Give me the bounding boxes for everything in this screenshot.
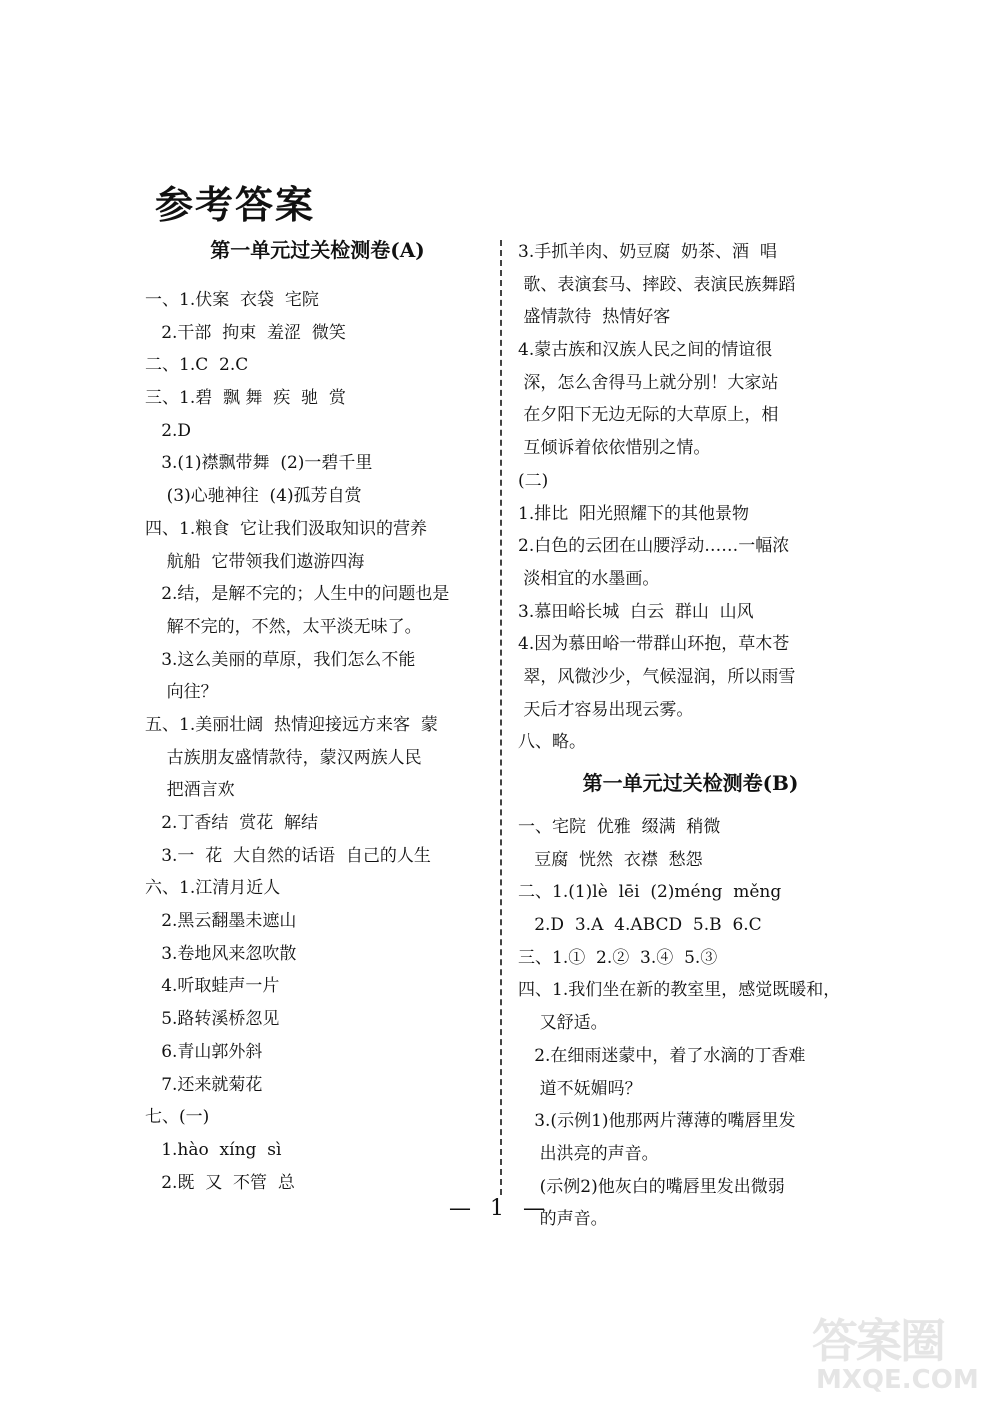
answer-line: 三、1.碧 飘 舞 疾 驰 赏 xyxy=(145,388,346,409)
answer-line: 古族朋友盛情款待，蒙汉两族人民 xyxy=(145,747,422,768)
watermark-url: MXQE.COM xyxy=(816,1365,979,1395)
answer-line: 2.在细雨迷蒙中，着了水滴的丁香难 xyxy=(518,1045,806,1066)
answer-line: 1.排比 阳光照耀下的其他景物 xyxy=(518,503,750,524)
answer-line: 道不妩媚吗？ xyxy=(518,1078,642,1099)
page-number: — 1 — xyxy=(449,1196,551,1221)
answer-line: 三、1.① 2.② 3.④ 5.③ xyxy=(518,947,718,968)
answer-line: 4.因为慕田峪一带群山环抱，草木苍 xyxy=(518,634,790,655)
column-divider xyxy=(500,240,502,1195)
answer-line: 3.一 花 大自然的话语 自己的人生 xyxy=(145,845,431,866)
answer-line: 2.黑云翻墨未遮山 xyxy=(145,911,297,932)
answer-line: 豆腐 恍然 衣襟 愁怨 xyxy=(518,849,703,870)
answer-line: 二、1.(1)lè lēi (2)méng měng xyxy=(518,882,782,903)
answer-line: 六、1.江清月近人 xyxy=(145,878,281,899)
answer-line: 把酒言欢 xyxy=(145,780,235,801)
section-heading-b: 第一单元过关检测卷(B) xyxy=(582,771,799,795)
answer-line: 四、1.我们坐在新的教室里，感觉既暖和， xyxy=(518,980,841,1001)
answer-line: 4.蒙古族和汉族人民之间的情谊很 xyxy=(518,340,773,361)
answer-line: 一、宅院 优雅 缀满 稍微 xyxy=(518,817,721,837)
page-title: 参考答案 xyxy=(155,182,316,227)
answer-line: 3.(1)襟飘带舞 (2)一碧千里 xyxy=(145,453,373,474)
answer-line: 6.青山郭外斜 xyxy=(145,1041,263,1062)
answer-line: 2.既 又 不管 总 xyxy=(145,1172,295,1193)
answer-line: 5.路转溪桥忽见 xyxy=(145,1009,280,1030)
answer-line: 又舒适。 xyxy=(518,1013,608,1034)
answer-line: 一、1.伏案 衣袋 宅院 xyxy=(145,290,319,310)
answer-line: 淡相宜的水墨画。 xyxy=(518,568,660,589)
answer-line: 2.干部 拘束 羞涩 微笑 xyxy=(145,322,346,343)
answer-line: 2.白色的云团在山腰浮动……一幅浓 xyxy=(518,536,790,557)
left-answer-list xyxy=(145,284,490,1199)
answer-line: 4.听取蛙声一片 xyxy=(145,976,280,997)
answer-line: (示例2)他灰白的嘴唇里发出微弱 xyxy=(518,1176,785,1197)
answer-line: 2.D xyxy=(145,420,192,441)
right-answer-list-top xyxy=(518,236,863,759)
answer-line: 在夕阳下无边无际的大草原上，相 xyxy=(518,405,779,426)
answer-line: 八、略。 xyxy=(518,732,586,753)
answer-line: 2.D 3.A 4.ABCD 5.B 6.C xyxy=(518,915,762,936)
answer-line: 四、1.粮食 它让我们汲取知识的营养 xyxy=(145,518,428,539)
answer-line: 3.慕田峪长城 白云 群山 山风 xyxy=(518,601,754,622)
answer-line: 解不完的，不然，太平淡无味了。 xyxy=(145,616,422,637)
watermark-logo-text: 答案圈 xyxy=(812,1314,944,1368)
answer-line: 3.(示例1)他那两片薄薄的嘴唇里发 xyxy=(518,1111,796,1132)
answer-line: 深，怎么舍得马上就分别！大家站 xyxy=(518,372,779,393)
answer-line: 7.还来就菊花 xyxy=(145,1074,263,1095)
answer-line: 2.结，是解不完的；人生中的问题也是 xyxy=(145,584,450,605)
right-column xyxy=(518,236,863,1236)
answer-line: 盛情款待 热情好客 xyxy=(518,307,671,328)
answer-line: 3.这么美丽的草原，我们怎么不能 xyxy=(145,649,416,670)
answer-line: 歌、表演套马、摔跤、表演民族舞蹈 xyxy=(518,274,796,295)
answer-line: 3.手抓羊肉、奶豆腐 奶茶、酒 唱 xyxy=(518,242,777,262)
answer-line: 翠，风微沙少，气候湿润，所以雨雪 xyxy=(518,666,796,687)
answer-line: 2.丁香结 赏花 解结 xyxy=(145,813,319,833)
section-heading-a: 第一单元过关检测卷(A) xyxy=(210,238,425,262)
answer-line: 五、1.美丽壮阔 热情迎接远方来客 蒙 xyxy=(145,714,438,735)
answer-line: 向往？ xyxy=(145,682,218,703)
answer-line: 七、(一) xyxy=(145,1107,210,1128)
answer-line: (3)心驰神往 (4)孤芳自赏 xyxy=(145,486,362,507)
answer-line: 出洪亮的声音。 xyxy=(518,1143,659,1164)
answer-line: 的声音。 xyxy=(518,1209,608,1230)
answer-line: 互倾诉着依依惜别之情。 xyxy=(518,438,711,459)
answer-line: 二、1.C 2.C xyxy=(145,355,249,376)
watermark-logo xyxy=(812,1305,992,1405)
answer-line: 航船 它带领我们遨游四海 xyxy=(145,551,365,572)
left-column xyxy=(145,236,490,1199)
answer-line: (二) xyxy=(518,470,549,491)
answer-line: 1.hào xíng sì xyxy=(145,1139,282,1160)
answer-line: 天后才容易出现云雾。 xyxy=(518,699,694,720)
answer-line: 3.卷地风来忽吹散 xyxy=(145,943,297,964)
right-answer-list-bottom xyxy=(518,811,863,1236)
